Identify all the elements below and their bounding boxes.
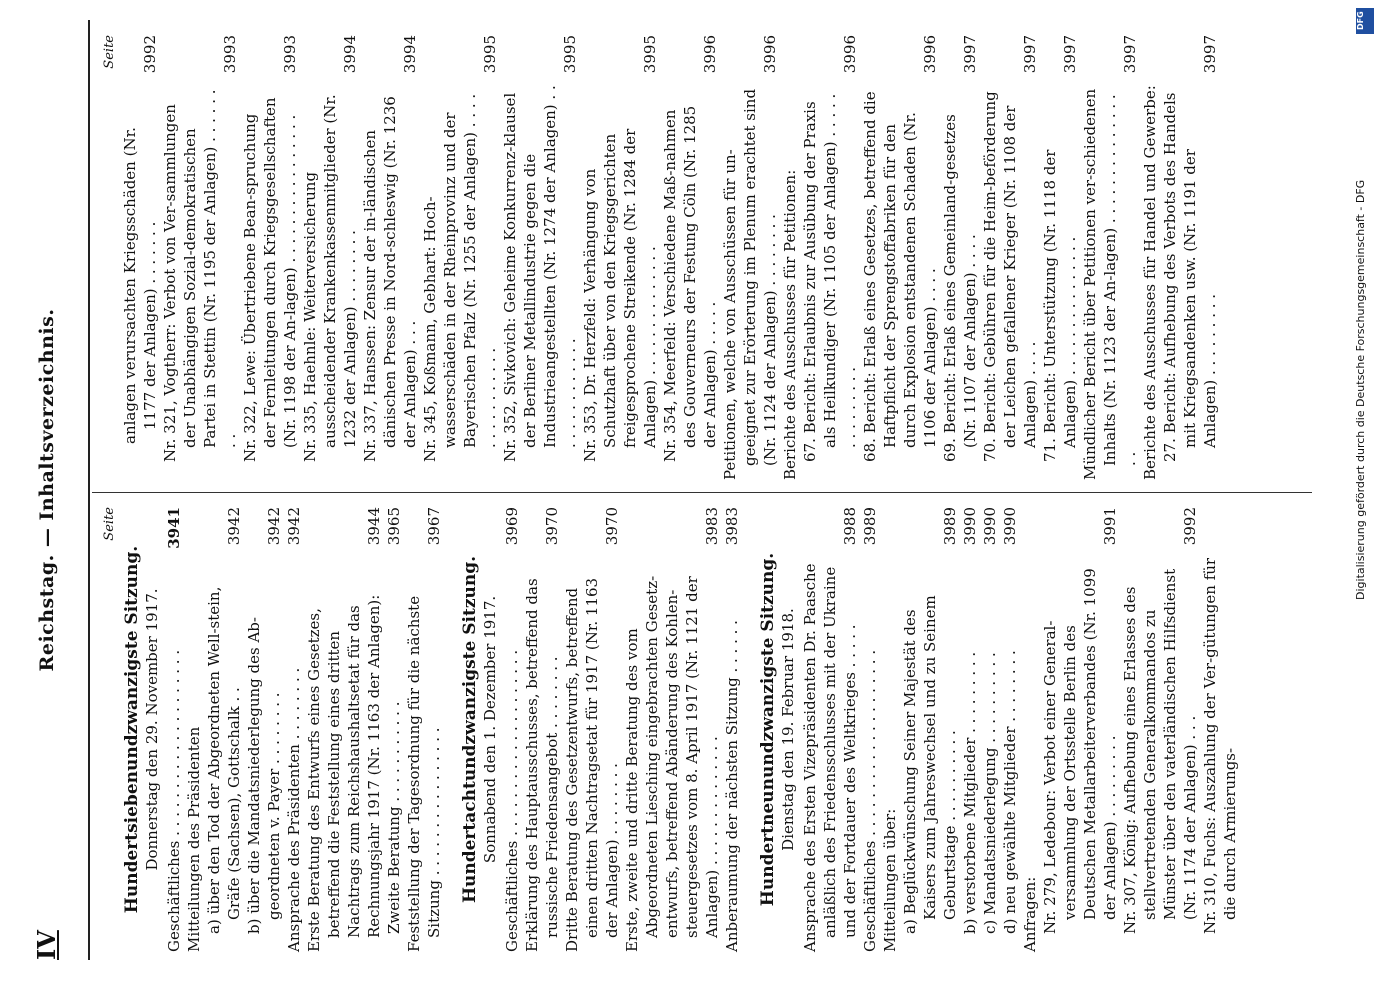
toc-entry [1140, 35, 1160, 480]
section-gap [742, 507, 756, 952]
toc-entry [800, 507, 860, 952]
toc-entry-text: Nr. 352, Sivkovich: Geheime Konkurrenz-klausel der Berliner Metallindustrie gegen die Industrieangestellten (Nr. 1274 der Anlagen) . . . . . . . . . . . . . . [501, 85, 579, 462]
session-heading: Hundertneunundzwanzigste Sitzung. [758, 552, 778, 907]
toc-page-number: 3990 [1001, 507, 1019, 546]
toc-page-number: 3996 [921, 35, 939, 74]
toc-page-number: 3997 [961, 35, 979, 74]
toc-entry-text: Mitteilungen des Präsidenten [185, 726, 203, 952]
dfg-logo: DFG [1356, 8, 1374, 34]
toc-entry [164, 507, 184, 952]
toc-entry [300, 35, 360, 480]
toc-entry-text: Berichte des Ausschusses für Handel und Gewerbe: [1141, 85, 1159, 480]
toc-entry-text: anlagen verursachten Kriegsschäden (Nr. 1177 der Anlagen) . . . . . . . [121, 127, 159, 444]
running-title: Reichstag. — Inhaltsverzeichnis. [36, 308, 58, 672]
toc-entry-text: Nr. 353, Dr. Herzfeld: Verhängung von Schutzhaft über von den Kriegsgerichten freigesprochene Streikende (Nr. 1284 der Anlagen) . . . . . . . . . . . . . . [581, 128, 659, 462]
toc-page-number: 3995 [641, 35, 659, 74]
toc-entry [184, 507, 204, 952]
toc-entry-text: d) neu gewählte Mitglieder . . . . . . . . [1001, 650, 1019, 934]
toc-entry-text: c) Mandatsniederlegung . . . . . . . . . . [981, 652, 999, 934]
toc-entry-text: Erste, zweite und dritte Beratung des vom Abgeordneten Liesching eingebrachten Gesetz-entwurfs, betreffend Abänderung des Kohlen-steuergesetzes vom 8. April 1917 (Nr. 1121 der Anlagen) . . . . . . . . . . . . . . [623, 575, 721, 952]
toc-page-number: 3967 [425, 507, 443, 546]
toc-page-number: 3996 [701, 35, 719, 74]
toc-page-number: 3983 [703, 507, 721, 546]
digitization-footer [1352, 0, 1382, 1000]
toc-entry [240, 35, 300, 480]
section-gap [444, 507, 458, 952]
toc-entry-text: Nr. 345, Koßmann, Gebhart: Hoch-wasserschäden in der Rheinprovinz und der Bayerischen Pfalz (Nr. 1255 der Anlagen) . . . . . . . . . . . . . . . [421, 93, 499, 462]
toc-entry [1080, 35, 1140, 480]
toc-entry [160, 35, 240, 480]
toc-page-number: 3989 [861, 507, 879, 546]
toc-page-number: 3997 [1201, 35, 1219, 74]
toc-entry-text: Nr. 337, Hanssen: Zensur der in-ländischen dänischen Presse in Nord-schleswig (Nr. 1236 der Anlagen) . . . [361, 96, 419, 462]
toc-entry [622, 507, 722, 952]
toc-page-number: 3994 [341, 35, 359, 74]
toc-entry-text: Petitionen, welche von Ausschüssen für un-geeignet zur Erörterung im Plenum erachtet sind (Nr. 1124 der Anlagen) . . . . . . . . [721, 88, 779, 480]
toc-entry [1020, 507, 1040, 952]
seite-label: Seite [102, 35, 117, 69]
toc-page-number: 3995 [481, 35, 499, 74]
header-rule [88, 20, 90, 960]
toc-page-number: 3994 [401, 35, 419, 74]
toc-page-number: 3993 [221, 35, 239, 74]
toc-entry [1160, 35, 1220, 480]
toc-entry-text: Berichte des Ausschusses für Petitionen: [781, 169, 799, 480]
toc-entry [404, 507, 444, 952]
left-column [100, 507, 1240, 952]
toc-page-number: 3997 [1121, 35, 1139, 74]
toc-entry [562, 507, 622, 952]
digitization-credit: Digitalisierung gefördert durch die Deutsche Forschungsgemeinschaft - DFG [1354, 179, 1367, 600]
toc-page-number: 3969 [503, 507, 521, 546]
toc-page-number: 3989 [941, 507, 959, 546]
session-date: Donnerstag den 29. November 1917. [143, 588, 161, 871]
toc-entry-text: a) Beglückwünschung Seiner Majestät des Kaisers zum Jahreswechsel und zu Seinem Geburtstage . . . . . . . . . . [901, 595, 959, 934]
toc-entry [960, 507, 980, 952]
toc-entry [284, 507, 304, 952]
toc-entry-text: Dritte Beratung des Gesetzentwurfs, betreffend einen dritten Nachtragsetat für 1917 (Nr. 1163 der Anlagen) . . . . . . . . [563, 577, 621, 952]
toc-entry [980, 507, 1000, 952]
toc-entry-text: b) verstorbene Mitglieder . . . . . . . . . [961, 651, 979, 934]
toc-entry-text: Geschäftliches . . . . . . . . . . . . . . . . . . . . [861, 649, 879, 952]
toc-page-number: 3991 [1101, 507, 1119, 546]
toc-entry-text: 69. Bericht: Erlaß eines Gemeinland-gesetzes (Nr. 1107 der Anlagen) . . . . [941, 114, 979, 462]
toc-page-number: 3992 [1181, 507, 1199, 546]
toc-entry-text: Nr. 321, Vogtherr: Verbot von Ver-sammlungen der Unabhängigen Sozial-demokratischen Partei in Stettin (Nr. 1195 der Anlagen) . . . . . . . . [161, 89, 239, 462]
toc-entry [502, 507, 522, 952]
toc-entry [900, 507, 960, 952]
toc-entry [120, 35, 160, 480]
toc-entry-text: Anberaumung der nächsten Sitzung . . . . . . [723, 620, 741, 952]
toc-entry [1040, 507, 1120, 952]
toc-entry-text: 68. Bericht: Erlaß eines Gesetzes, betreffend die Haftpflicht der Sprengstoffabriken für den durch Explosion entstandenen Schaden (Nr. 1106 der Anlagen) . . . . [861, 91, 939, 462]
toc-page-number: 3997 [1061, 35, 1079, 74]
toc-entry-text: b) über die Mandatsniederlegung des Ab-geordneten v. Payer . . . . . . . . [245, 617, 283, 934]
toc-entry-text: Ansprache des Ersten Vizepräsidenten Dr. Paasche anläßlich des Friedensschlusses mit der Ukraine und der Fortdauer des Weltkrieges . . . . . [801, 563, 859, 952]
toc-entry-text: Geschäftliches . . . . . . . . . . . . . . . . . . . . [503, 649, 521, 952]
toc-page-number: 3990 [961, 507, 979, 546]
toc-entry-text: Erklärung des Hauptausschusses, betreffend das russische Friedensangebot . . . . . . . . [523, 578, 561, 952]
toc-entry-text: Erste Beratung des Entwurfs eines Gesetzes, betreffend die Feststellung eines dritten Nachtrags zum Reichshaushaltsetat für das Rechnungsjahr 1917 (Nr. 1163 der Anlagen): [305, 594, 383, 952]
toc-page-number: 3970 [543, 507, 561, 546]
toc-entry-text: 70. Bericht: Gebühren für die Heim-beförderung der Leichen gefallener Krieger (Nr. 1108 der Anlagen) . . . . [981, 91, 1039, 462]
toc-entry [384, 507, 404, 952]
toc-entry-text: 27. Bericht: Aufhebung des Verbots des Handels mit Kriegsandenken usw. (Nr. 1191 der Anlagen) . . . . . . . . . [1161, 92, 1219, 462]
toc-entry [1120, 507, 1200, 952]
toc-entry [660, 35, 720, 480]
toc-page-number: 3983 [723, 507, 741, 546]
toc-entry [1000, 507, 1020, 952]
toc-entry-text: a) über den Tod der Abgeordneten Well-stein, Gräfe (Sachsen), Gottschalk . . [205, 586, 243, 934]
toc-page-number: 3990 [981, 507, 999, 546]
toc-entry [204, 507, 244, 952]
toc-entry-text: Nr. 310, Fuchs: Auszahlung der Ver-gütungen für die durch Armierungs- [1201, 557, 1239, 934]
toc-entry [244, 507, 284, 952]
toc-page-number: 3996 [761, 35, 779, 74]
toc-entry [980, 35, 1040, 480]
toc-page-number: 3942 [265, 507, 283, 546]
toc-page-number: 3944 [365, 507, 383, 546]
toc-entry [1040, 35, 1080, 480]
toc-entry-text: Mitteilungen über: [881, 808, 899, 952]
toc-page-number: 3988 [841, 507, 859, 546]
toc-entry-text: Mündlicher Bericht über Petitionen ver-schiedenen Inhalts (Nr. 1123 der An-lagen) . . . . . . . . . . . . . . . . [1081, 88, 1139, 480]
toc-entry-text: Nr. 279, Ledebour: Verbot einer General-versammlung der Ortsstelle Berlin des Deutschen Metallarbeiterverbandes (Nr. 1099 der Anlagen) . . . . . . . . . [1041, 568, 1119, 934]
toc-entry [420, 35, 500, 480]
toc-entry [780, 35, 800, 480]
toc-entry [800, 35, 860, 480]
toc-entry-text: 71. Bericht: Unterstützung (Nr. 1118 der Anlagen) . . . . . . . . . . . . . . . [1041, 149, 1079, 462]
toc-entry-text: Geschäftliches . . . . . . . . . . . . . . . . . . . . [165, 649, 183, 952]
session-heading: Hundertachtundzwanzigste Sitzung. [460, 555, 480, 904]
toc-page-number: 3992 [141, 35, 159, 74]
toc-page-number: 3965 [385, 507, 403, 546]
toc-entry-text: Nr. 322, Lewe: Übertriebene Bean-spruchung der Fernleitungen durch Kriegsgesellschaften (Nr. 1198 der An-lagen) . . . . . . . . . . . . . . . . [241, 97, 299, 462]
toc-page-number: 3942 [285, 507, 303, 546]
toc-entry-text: Feststellung der Tagesordnung für die nächste Sitzung . . . . . . . . . . . . . . . . [405, 595, 443, 952]
session-heading: Hundertsiebenundzwanzigste Sitzung. [122, 545, 142, 914]
toc-entry [860, 35, 940, 480]
toc-page-number: 3996 [841, 35, 859, 74]
toc-entry [580, 35, 660, 480]
toc-entry [1200, 507, 1240, 952]
page-header [26, 20, 66, 960]
toc-entry-text: Nr. 354, Meerfeld: Verschiedene Maß-nahmen des Gouverneurs der Festung Cöln (Nr. 1285 der Anlagen) . . . . . [661, 105, 719, 462]
seite-label: Seite [102, 507, 117, 541]
toc-page-number: 3970 [603, 507, 621, 546]
session-date: Dienstag den 19. Februar 1918. [779, 608, 797, 851]
page-number: IV [32, 930, 61, 960]
toc-entry-text: Ansprache des Präsidenten . . . . . . . . [285, 667, 303, 952]
toc-entry [860, 507, 880, 952]
column-divider [92, 492, 1312, 493]
toc-entry [360, 35, 420, 480]
toc-entry [522, 507, 562, 952]
toc-entry [940, 35, 980, 480]
toc-entry-text: Nr. 307, König: Aufhebung eines Erlasses des stellvertretenden Generalkommandos zu Münster über den vaterländischen Hilfsdienst (Nr. 1174 der Anlagen) . . . [1121, 568, 1199, 934]
toc-entry-text: Nr. 335, Haehnle: Weiterversicherung ausscheidender Krankenkassenmitglieder (Nr. 1232 der Anlagen) . . . . . . . . [301, 94, 359, 462]
toc-entry [722, 507, 742, 952]
toc-entry-text: 67. Bericht: Erlaubnis zur Ausübung der Praxis als Heilkundiger (Nr. 1105 der Anlagen) . . . . . . . . . . . . . . [801, 93, 859, 462]
toc-page-number: 3942 [225, 507, 243, 546]
toc-entry [880, 507, 900, 952]
toc-entry [304, 507, 384, 952]
toc-entry [720, 35, 780, 480]
session-date: Sonnabend den 1. Dezember 1917. [481, 595, 499, 864]
toc-page-number: 3993 [281, 35, 299, 74]
toc-page-number: 3995 [561, 35, 579, 74]
toc-page-number: 3941 [165, 507, 183, 549]
toc-page-number: 3997 [1021, 35, 1039, 74]
toc-entry-text: Zweite Beratung . . . . . . . . . . . [385, 701, 403, 934]
right-column [100, 35, 1220, 480]
toc-entry [500, 35, 580, 480]
toc-entry-text: Anfragen: [1021, 876, 1039, 952]
